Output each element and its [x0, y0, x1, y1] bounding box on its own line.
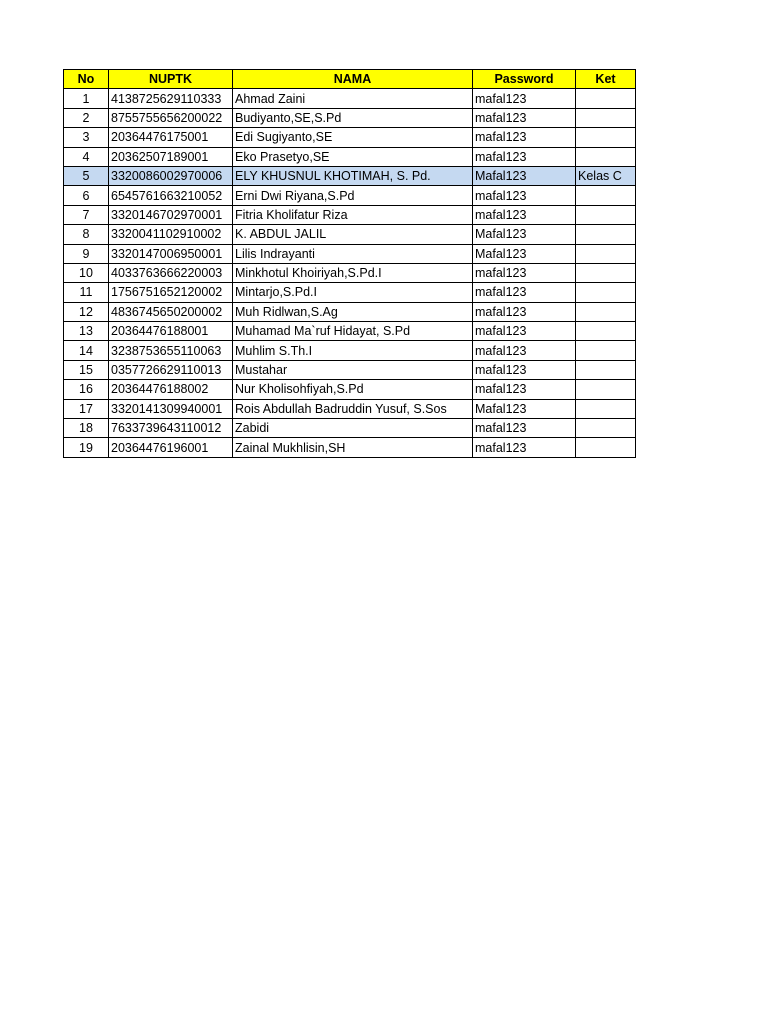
cell-nama[interactable]: K. ABDUL JALIL [233, 225, 473, 244]
table-row [64, 263, 636, 282]
cell-password[interactable]: mafal123 [473, 205, 576, 224]
cell-ket[interactable] [576, 380, 636, 399]
cell-password[interactable]: mafal123 [473, 438, 576, 457]
cell-nama[interactable]: Zainal Mukhlisin,SH [233, 438, 473, 457]
cell-ket[interactable] [576, 147, 636, 166]
table-row [64, 89, 636, 108]
cell-ket[interactable] [576, 341, 636, 360]
table-row [64, 380, 636, 399]
cell-ket[interactable] [576, 89, 636, 108]
cell-password[interactable]: mafal123 [473, 322, 576, 341]
table-row [64, 205, 636, 224]
cell-nuptk[interactable]: 4836745650200002 [109, 302, 233, 321]
cell-no[interactable]: 15 [64, 360, 109, 379]
cell-no[interactable]: 16 [64, 380, 109, 399]
cell-nama[interactable]: Muhamad Ma`ruf Hidayat, S.Pd [233, 322, 473, 341]
cell-password[interactable]: mafal123 [473, 186, 576, 205]
header-nuptk[interactable]: NUPTK [109, 70, 233, 89]
table-row [64, 322, 636, 341]
table-row [64, 108, 636, 127]
cell-nuptk[interactable]: 3320146702970001 [109, 205, 233, 224]
table-row [64, 186, 636, 205]
cell-nama[interactable]: Mintarjo,S.Pd.I [233, 283, 473, 302]
cell-nama[interactable]: Minkhotul Khoiriyah,S.Pd.I [233, 263, 473, 282]
cell-no[interactable]: 17 [64, 399, 109, 418]
cell-nama[interactable]: Mustahar [233, 360, 473, 379]
cell-nuptk[interactable]: 3320041102910002 [109, 225, 233, 244]
table-row [64, 283, 636, 302]
cell-password[interactable]: mafal123 [473, 128, 576, 147]
cell-ket[interactable] [576, 302, 636, 321]
cell-nama[interactable]: Fitria Kholifatur Riza [233, 205, 473, 224]
cell-nama[interactable]: Ahmad Zaini [233, 89, 473, 108]
table-body [64, 89, 636, 457]
cell-no[interactable]: 1 [64, 89, 109, 108]
cell-ket[interactable] [576, 108, 636, 127]
cell-ket[interactable] [576, 322, 636, 341]
cell-no[interactable]: 8 [64, 225, 109, 244]
cell-nama[interactable]: Eko Prasetyo,SE [233, 147, 473, 166]
cell-no[interactable]: 3 [64, 128, 109, 147]
cell-nuptk[interactable]: 3320147006950001 [109, 244, 233, 263]
cell-no[interactable]: 6 [64, 186, 109, 205]
cell-nama[interactable]: Lilis Indrayanti [233, 244, 473, 263]
cell-password[interactable]: mafal123 [473, 108, 576, 127]
cell-nama[interactable]: ELY KHUSNUL KHOTIMAH, S. Pd. [233, 166, 473, 185]
cell-no[interactable]: 19 [64, 438, 109, 457]
cell-password[interactable]: mafal123 [473, 419, 576, 438]
cell-nuptk[interactable]: 20362507189001 [109, 147, 233, 166]
table-row [64, 399, 636, 418]
cell-password[interactable]: Mafal123 [473, 244, 576, 263]
cell-nuptk[interactable]: 3320086002970006 [109, 166, 233, 185]
cell-no[interactable]: 12 [64, 302, 109, 321]
cell-password[interactable]: mafal123 [473, 263, 576, 282]
header-no[interactable]: No [64, 70, 109, 89]
cell-ket[interactable] [576, 205, 636, 224]
header-ket[interactable]: Ket [576, 70, 636, 89]
cell-nama[interactable]: Budiyanto,SE,S.Pd [233, 108, 473, 127]
teacher-account-table [63, 69, 636, 458]
cell-password[interactable]: mafal123 [473, 89, 576, 108]
cell-no[interactable]: 14 [64, 341, 109, 360]
cell-no[interactable]: 9 [64, 244, 109, 263]
cell-ket[interactable] [576, 244, 636, 263]
table-row [64, 225, 636, 244]
cell-nama[interactable]: Zabidi [233, 419, 473, 438]
cell-no[interactable]: 4 [64, 147, 109, 166]
table-row [64, 244, 636, 263]
cell-nama[interactable]: Muh Ridlwan,S.Ag [233, 302, 473, 321]
cell-nama[interactable]: Erni Dwi Riyana,S.Pd [233, 186, 473, 205]
cell-nuptk[interactable]: 20364476188001 [109, 322, 233, 341]
cell-password[interactable]: Mafal123 [473, 166, 576, 185]
cell-password[interactable]: mafal123 [473, 360, 576, 379]
cell-no[interactable]: 11 [64, 283, 109, 302]
table-row [64, 419, 636, 438]
cell-ket[interactable] [576, 399, 636, 418]
table-row [64, 341, 636, 360]
table-row [64, 360, 636, 379]
cell-no[interactable]: 7 [64, 205, 109, 224]
table-row [64, 166, 636, 185]
header-row [64, 70, 636, 89]
cell-nuptk[interactable]: 20364476188002 [109, 380, 233, 399]
cell-no[interactable]: 13 [64, 322, 109, 341]
table-row [64, 128, 636, 147]
cell-ket[interactable] [576, 419, 636, 438]
cell-nuptk[interactable]: 3320141309940001 [109, 399, 233, 418]
header-password[interactable]: Password [473, 70, 576, 89]
header-nama[interactable]: NAMA [233, 70, 473, 89]
cell-nuptk[interactable]: 20364476175001 [109, 128, 233, 147]
cell-password[interactable]: mafal123 [473, 302, 576, 321]
cell-nuptk[interactable]: 6545761663210052 [109, 186, 233, 205]
cell-nuptk[interactable]: 20364476196001 [109, 438, 233, 457]
cell-ket[interactable] [576, 128, 636, 147]
cell-nuptk[interactable]: 7633739643110012 [109, 419, 233, 438]
cell-password[interactable]: mafal123 [473, 380, 576, 399]
cell-no[interactable]: 18 [64, 419, 109, 438]
cell-password[interactable]: Mafal123 [473, 399, 576, 418]
cell-nama[interactable]: Nur Kholisohfiyah,S.Pd [233, 380, 473, 399]
cell-password[interactable]: mafal123 [473, 341, 576, 360]
table-row [64, 302, 636, 321]
cell-ket[interactable] [576, 438, 636, 457]
cell-ket[interactable] [576, 225, 636, 244]
cell-nuptk[interactable]: 4138725629110333 [109, 89, 233, 108]
cell-ket[interactable] [576, 263, 636, 282]
cell-password[interactable]: mafal123 [473, 283, 576, 302]
cell-password[interactable]: mafal123 [473, 147, 576, 166]
cell-nama[interactable]: Edi Sugiyanto,SE [233, 128, 473, 147]
table-row [64, 438, 636, 457]
cell-nama[interactable]: Rois Abdullah Badruddin Yusuf, S.Sos [233, 399, 473, 418]
cell-password[interactable]: Mafal123 [473, 225, 576, 244]
cell-nuptk[interactable]: 4033763666220003 [109, 263, 233, 282]
cell-nuptk[interactable]: 3238753655110063 [109, 341, 233, 360]
cell-no[interactable]: 5 [64, 166, 109, 185]
cell-ket[interactable] [576, 360, 636, 379]
cell-nuptk[interactable]: 8755755656200022 [109, 108, 233, 127]
cell-ket[interactable]: Kelas C [576, 166, 636, 185]
table-row [64, 147, 636, 166]
cell-nuptk[interactable]: 0357726629110013 [109, 360, 233, 379]
cell-ket[interactable] [576, 186, 636, 205]
cell-no[interactable]: 2 [64, 108, 109, 127]
cell-no[interactable]: 10 [64, 263, 109, 282]
cell-nama[interactable]: Muhlim S.Th.I [233, 341, 473, 360]
cell-nuptk[interactable]: 1756751652120002 [109, 283, 233, 302]
cell-ket[interactable] [576, 283, 636, 302]
